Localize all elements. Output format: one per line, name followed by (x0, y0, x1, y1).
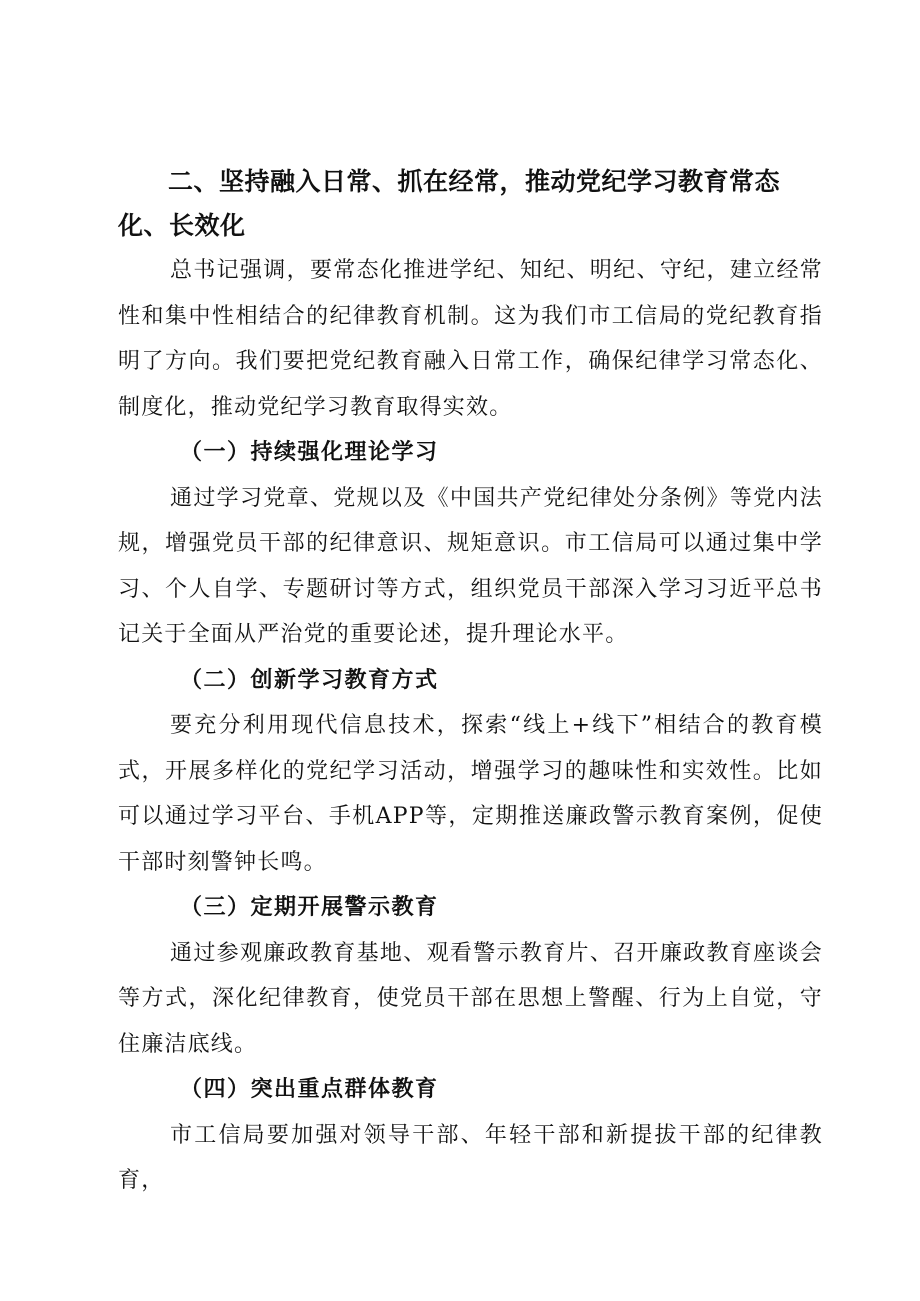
subsection-body-2: 要充分利用现代信息技术，探索“线上+线下”相结合的教育模式，开展多样化的党纪学习活动，增强学习的趣味性和实效性。比如可以通过学习平台、手机APP等，定期推送廉政警示教育案例，促使干部时刻警钟长鸣。 (118, 713, 823, 875)
subsection-title-3: （三）定期开展警示教育 (180, 895, 439, 920)
subsection-title-4: （四）突出重点群体教育 (180, 1077, 439, 1102)
subsection-body-4: 市工信局要加强对领导干部、年轻干部和新提拔干部的纪律教育， (118, 1122, 823, 1193)
intro-paragraph: 总书记强调，要常态化推进学纪、知纪、明纪、守纪，建立经常性和集中性相结合的纪律教育机制。这为我们市工信局的党纪教育指明了方向。我们要把党纪教育融入日常工作，确保纪律学习常态化、制度化，推动党纪学习教育取得实效。 (118, 258, 823, 420)
document-page (118, 160, 823, 1204)
subsection-body-3: 通过参观廉政教育基地、观看警示教育片、召开廉政教育座谈会等方式，深化纪律教育，使党员干部在思想上警醒、行为上自觉，守住廉洁底线。 (118, 940, 823, 1057)
subsection-title-2: （二）创新学习教育方式 (180, 667, 439, 693)
subsection-title-1: （一）持续强化理论学习 (180, 440, 439, 465)
section-heading: 二、坚持融入日常、抓在经常，推动党纪学习教育常态化、长效化 (118, 167, 781, 240)
subsection-body-1: 通过学习党章、党规以及《中国共产党纪律处分条例》等党内法规，增强党员干部的纪律意识、规矩意识。市工信局可以通过集中学习、个人自学、专题研讨等方式，组织党员干部深入学习习近平总书记关于全面从严治党的重要论述，提升理论水平。 (118, 485, 823, 647)
